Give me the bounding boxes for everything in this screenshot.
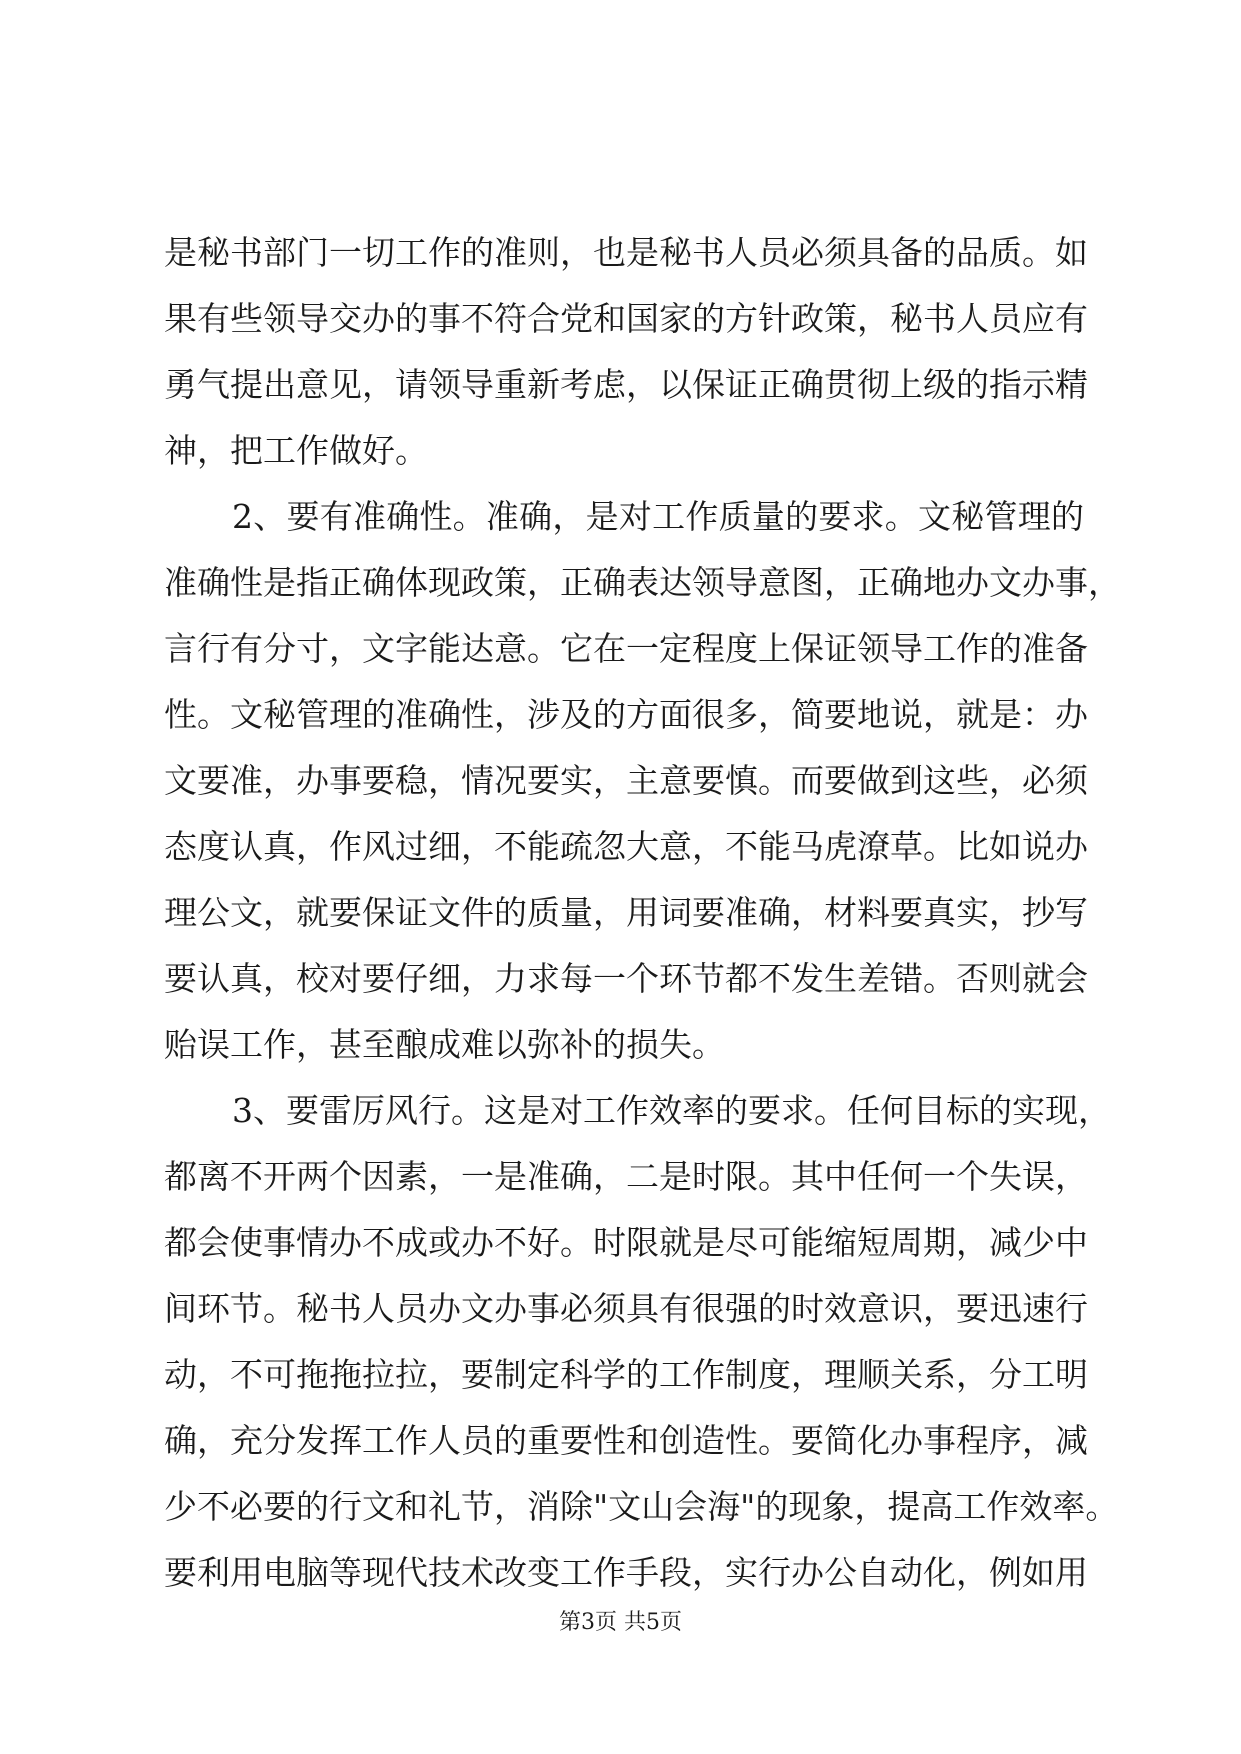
- text-line: 言行有分寸，文字能达意。它在一定程度上保证领导工作的准备: [164, 629, 1088, 668]
- text-line: 性。文秘管理的准确性，涉及的方面很多，简要地说，就是：办: [164, 695, 1088, 734]
- text-line: 都会使事情办不成或办不好。时限就是尽可能缩短周期，减少中: [164, 1223, 1088, 1262]
- text-line: 理公文，就要保证文件的质量，用词要准确，材料要真实，抄写: [164, 893, 1088, 932]
- text-line: 确，充分发挥工作人员的重要性和创造性。要简化办事程序，减: [164, 1421, 1088, 1460]
- text-line: 动，不可拖拖拉拉，要制定科学的工作制度，理顺关系，分工明: [164, 1355, 1088, 1394]
- text-line: 贻误工作，甚至酿成难以弥补的损失。: [164, 1025, 725, 1064]
- text-line: 态度认真，作风过细，不能疏忽大意，不能马虎潦草。比如说办: [164, 827, 1088, 866]
- text-line: 要认真，校对要仔细，力求每一个环节都不发生差错。否则就会: [164, 959, 1088, 998]
- text-line: 要利用电脑等现代技术改变工作手段，实行办公自动化，例如用: [164, 1553, 1088, 1592]
- page-number-footer: 第3页 共5页: [559, 1610, 682, 1635]
- text-line: 神，把工作做好。: [164, 431, 428, 470]
- text-line: 准确性是指正确体现政策，正确表达领导意图，正确地办文办事，: [164, 563, 1121, 602]
- text-line: 少不必要的行文和礼节，消除"文山会海"的现象，提高工作效率。: [164, 1487, 1119, 1526]
- text-line: 间环节。秘书人员办文办事必须具有很强的时效意识，要迅速行: [164, 1289, 1088, 1328]
- text-line: 果有些领导交办的事不符合党和国家的方针政策，秘书人员应有: [164, 299, 1088, 338]
- text-line: 文要准，办事要稳，情况要实，主意要慎。而要做到这些，必须: [164, 761, 1088, 800]
- paragraph-first-line: 2、要有准确性。准确，是对工作质量的要求。文秘管理的: [232, 497, 1084, 536]
- paragraph-first-line: 3、要雷厉风行。这是对工作效率的要求。任何目标的实现，: [232, 1091, 1111, 1130]
- text-line: 勇气提出意见，请领导重新考虑，以保证正确贯彻上级的指示精: [164, 365, 1088, 404]
- text-line: 都离不开两个因素，一是准确，二是时限。其中任何一个失误，: [164, 1157, 1088, 1196]
- text-line: 是秘书部门一切工作的准则，也是秘书人员必须具备的品质。如: [164, 233, 1088, 272]
